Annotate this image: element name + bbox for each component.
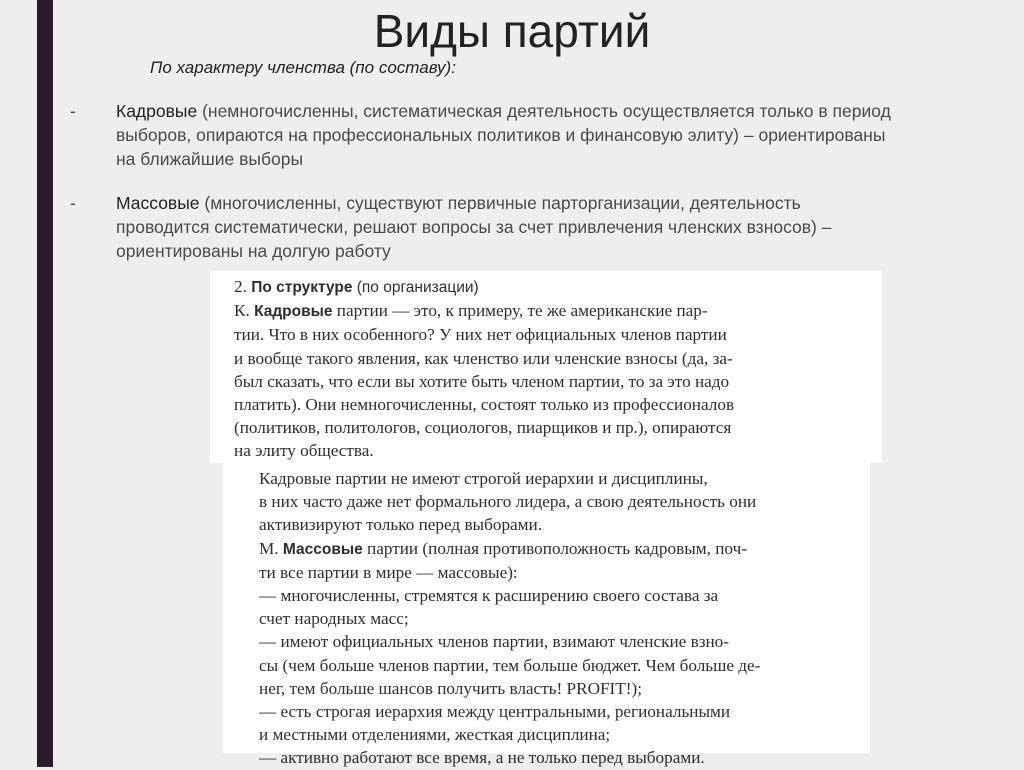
bullet-line: (немногочисленны, систематическая деятельность осуществляется только в период (197, 101, 891, 121)
scan-line: — есть строгая иерархия между центральными, региональными (259, 702, 731, 722)
scan-term: Кадровые (254, 303, 333, 321)
scan-line: сы (чем больше членов партии, тем больше бюджет. Чем больше де- (259, 655, 761, 675)
bullet-term: Массовые (116, 193, 200, 213)
scanned-excerpt-mass (223, 463, 870, 768)
bullet-dash: - (70, 101, 76, 121)
scan-heading-rest: (по организации) (352, 279, 479, 296)
slide-title: Виды партий (373, 5, 651, 57)
bullet-text (116, 99, 1005, 171)
scan-line (234, 299, 882, 323)
scan-line (259, 537, 870, 561)
scan-heading-bold: По структуре (251, 279, 353, 296)
scan-line: — имеют официальных членов партии, взимают членские взно- (259, 632, 729, 652)
scan-term: Массовые (282, 540, 363, 558)
bullet-line: выборов, опираются на профессиональных политиков и финансовую элиту) – ориентированы (116, 125, 886, 145)
scan-heading-number: 2. (234, 277, 252, 296)
scan-text: партии — это, к примеру, те же американские пар- (332, 301, 708, 321)
scan-line: (политиков, политологов, социологов, пиарщиков и пр.), опираются (234, 418, 732, 438)
scanned-excerpt-structure (210, 271, 882, 463)
left-accent-bar (37, 0, 53, 767)
bullet-line: ориентированы на долгую работу (116, 241, 391, 261)
bullet-line: (многочисленны, существуют первичные парторганизации, деятельность (199, 193, 801, 213)
scan-line: счет народных масс; (259, 609, 409, 629)
bullet-line: на ближайшие выборы (116, 149, 304, 169)
scan-line: — многочисленны, стремятся к расширению своего состава за (259, 586, 719, 606)
scan-line: ти все партии в мире — массовые): (259, 562, 518, 582)
scan-text: партии (полная противоположность кадровым, поч- (362, 538, 747, 558)
scan-line: и местными отделениями, жесткая дисциплина; (259, 725, 611, 745)
scan-line: тии. Что в них особенного? У них нет официальных членов партии (234, 325, 727, 345)
bullet-dash: - (70, 193, 76, 213)
scan-line: — активно работают все время, а не только перед выборами. (259, 748, 705, 768)
bullet-cadre (70, 99, 1005, 171)
bullet-mass (70, 191, 1005, 263)
bullet-line: проводится систематически, решают вопросы за счет привлечения членских взносов) – (116, 217, 832, 237)
scan-line: в них часто даже нет формального лидера, а свою деятельность они (259, 492, 757, 512)
scan-line: был сказать, что если вы хотите быть членом партии, то за это надо (234, 371, 730, 391)
scan-marker: М. (259, 538, 283, 558)
scan-line: Кадровые партии не имеют строгой иерархии и дисциплины, (259, 469, 708, 488)
scan-line: нег, тем больше шансов получить власть! PROFIT!); (259, 678, 642, 698)
scan-heading (234, 271, 882, 299)
scan-line: на элиту общества. (234, 441, 374, 461)
scan-marker: К. (234, 301, 255, 321)
bullet-text (116, 191, 1005, 263)
scan-line: активизируют только перед выборами. (259, 515, 543, 535)
scan-line: и вообще такого явления, как членство или членские взносы (да, за- (234, 348, 733, 368)
bullet-term: Кадровые (116, 101, 198, 121)
scan-line: платить). Они немногочисленны, состоят только из профессионалов (234, 395, 735, 415)
slide-subtitle: По характеру членства (по составу): (150, 58, 456, 77)
